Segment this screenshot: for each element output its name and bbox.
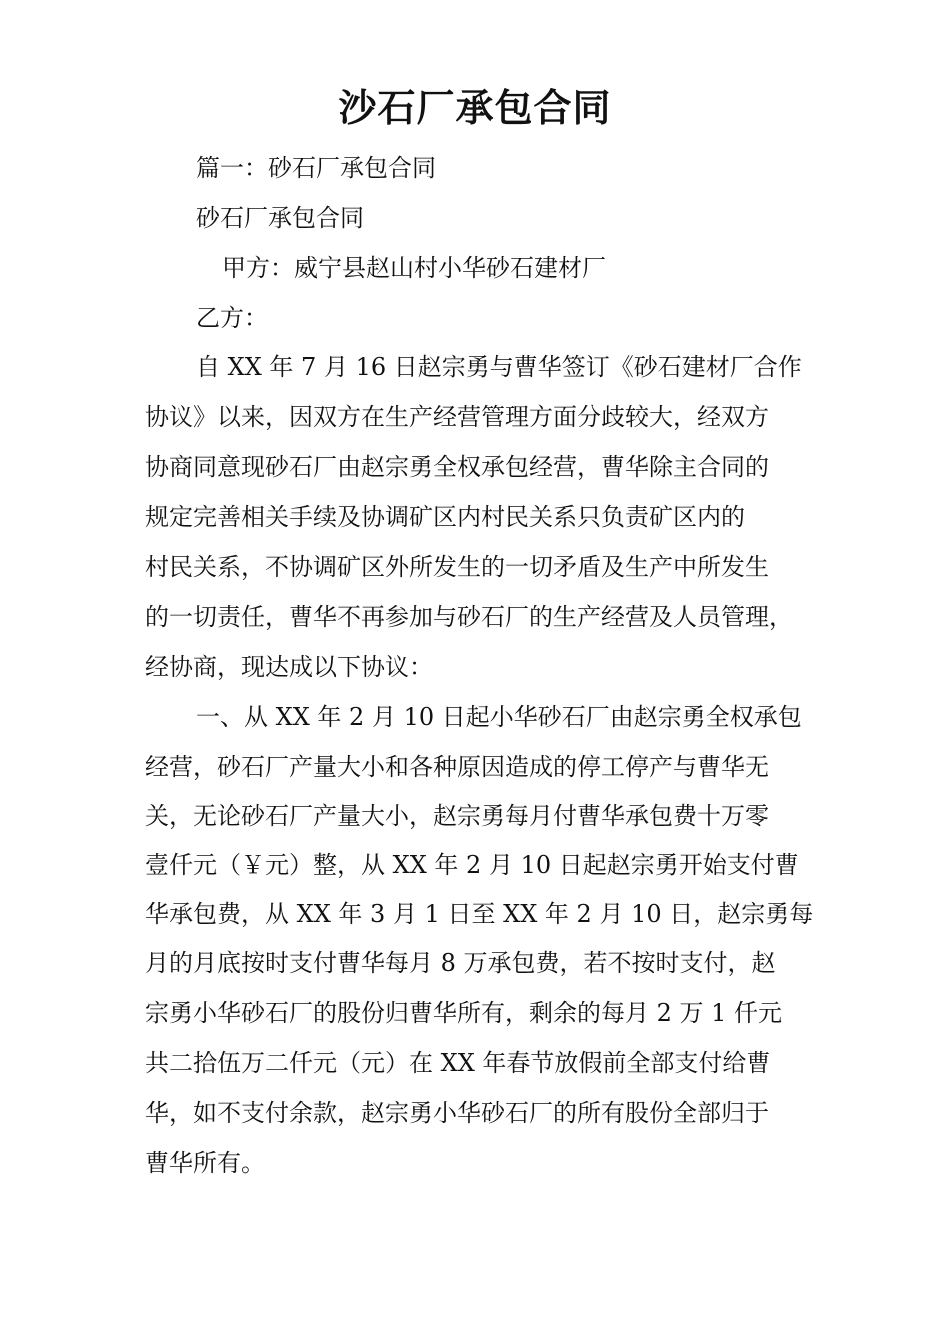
clause-one-line: 关，无论砂石厂产量大小，赵宗勇每月付曹华承包费十万零 <box>145 802 769 830</box>
clause-one-line: 月的月底按时支付曹华每月 8 万承包费，若不按时支付，赵 <box>145 949 776 977</box>
body-text-line: 自 XX 年 7 月 16 日赵宗勇与曹华签订《砂石建材厂合作 <box>196 353 802 381</box>
section-heading: 篇一：砂石厂承包合同 <box>196 154 436 182</box>
clause-one-line: 华，如不支付余款，赵宗勇小华砂石厂的所有股份全部归于 <box>145 1099 769 1127</box>
contract-name: 砂石厂承包合同 <box>196 204 364 232</box>
clause-one-line: 一、从 XX 年 2 月 10 日起小华砂石厂由赵宗勇全权承包 <box>196 703 802 731</box>
clause-one-line: 壹仟元（￥元）整，从 XX 年 2 月 10 日起赵宗勇开始支付曹 <box>145 851 799 879</box>
body-text-line: 规定完善相关手续及协调矿区内村民关系只负责矿区内的 <box>145 503 745 531</box>
clause-one-line: 曹华所有。 <box>145 1149 265 1177</box>
party-b: 乙方： <box>196 304 268 332</box>
body-text-line: 协议》以来，因双方在生产经营管理方面分歧较大，经双方 <box>145 403 769 431</box>
clause-one-line: 经营，砂石厂产量大小和各种原因造成的停工停产与曹华无 <box>145 753 769 781</box>
body-text-line: 村民关系，不协调矿区外所发生的一切矛盾及生产中所发生 <box>145 553 769 581</box>
party-a: 甲方：威宁县赵山村小华砂石建材厂 <box>222 254 606 282</box>
clause-one-line: 共二拾伍万二仟元（元）在 XX 年春节放假前全部支付给曹 <box>145 1049 771 1077</box>
document-title: 沙石厂承包合同 <box>338 85 612 130</box>
body-text-line: 的一切责任，曹华不再参加与砂石厂的生产经营及人员管理， <box>145 603 793 631</box>
clause-one-line: 宗勇小华砂石厂的股份归曹华所有，剩余的每月 2 万 1 仟元 <box>145 999 783 1027</box>
clause-one-line: 华承包费，从 XX 年 3 月 1 日至 XX 年 2 月 10 日，赵宗勇每 <box>145 900 814 928</box>
body-text-line: 协商同意现砂石厂由赵宗勇全权承包经营，曹华除主合同的 <box>145 453 769 481</box>
body-text-line: 经协商，现达成以下协议： <box>145 653 433 681</box>
